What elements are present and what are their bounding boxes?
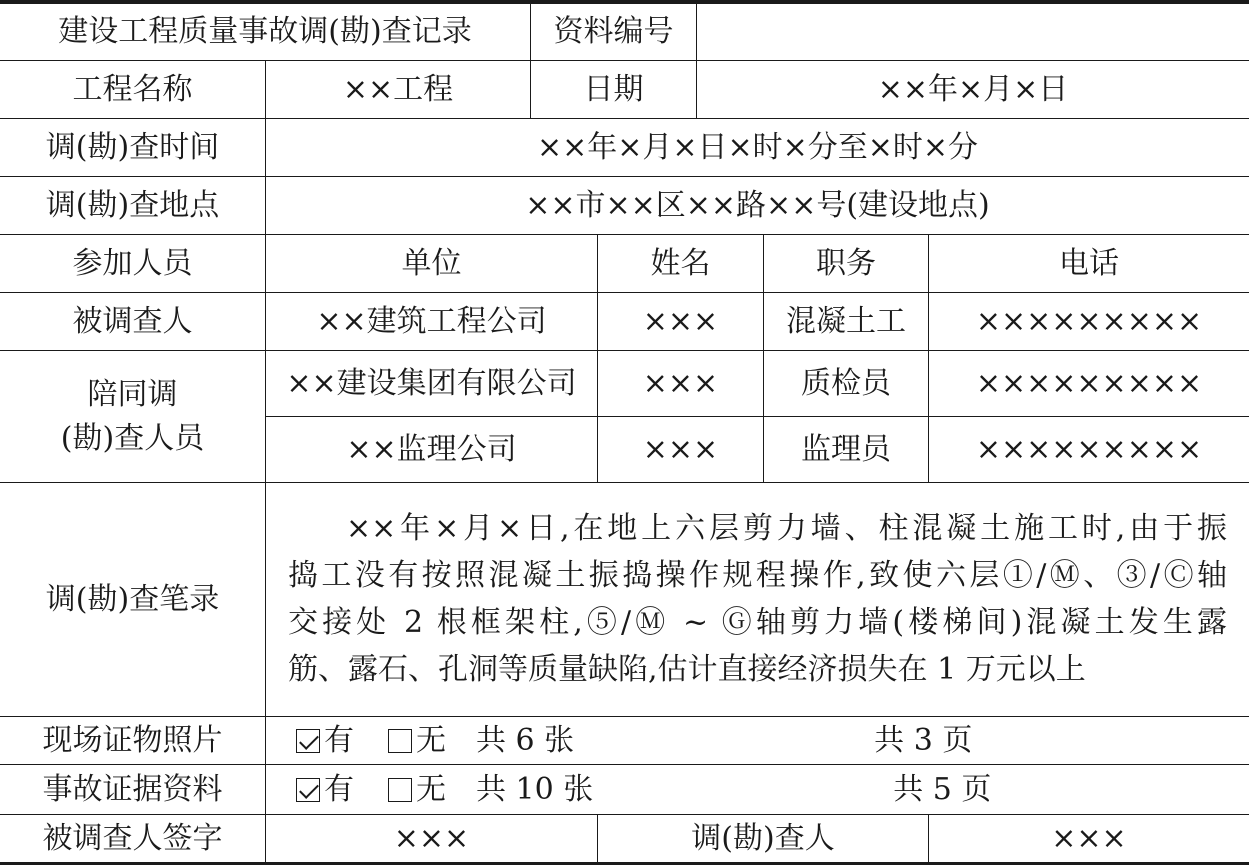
investigated-position: 混凝土工 [763,292,928,350]
notes-line-3: 交接处 2 根框架柱,⑤/Ⓜ ~ Ⓖ轴剪力墙(楼梯间)混凝土发生露 [288,605,1227,640]
evidence-no-label: 无 [416,771,446,807]
notes-line-1: ××年×月×日,在地上六层剪力墙、柱混凝土施工时,由于振 [346,511,1227,546]
date-label: 日期 [530,60,696,118]
column-header-phone: 电话 [928,234,1249,292]
evidence-yes-checkbox[interactable] [296,778,320,802]
photos-no-checkbox[interactable] [388,729,412,753]
investigated-phone: ××××××××× [928,292,1249,350]
scene-photos-label: 现场证物照片 [0,716,265,764]
photos-no-label: 无 [416,722,446,758]
accompanying-label-line-1: 陪同调 [87,377,178,412]
record-title: 建设工程质量事故调(勘)查记录 [0,3,530,60]
accompany-2-unit: ××监理公司 [265,416,597,482]
accompany-1-name: ××× [597,350,763,416]
photos-yes-option[interactable] [296,723,354,759]
investigator-value: ××× [928,814,1249,862]
evidence-material-label: 事故证据资料 [0,764,265,814]
column-header-name: 姓名 [597,234,763,292]
project-name-label: 工程名称 [0,60,265,118]
accompany-1-phone: ××××××××× [928,350,1249,416]
evidence-material-value [265,764,1249,814]
investigated-person-label: 被调查人 [0,292,265,350]
evidence-no-checkbox[interactable] [388,778,412,802]
doc-number-value [696,3,1249,60]
evidence-pages: 共 5 页 [893,771,992,807]
accompany-2-phone: ××××××××× [928,416,1249,482]
investigation-place-label: 调(勘)查地点 [0,176,265,234]
project-name-value: ××工程 [265,60,530,118]
accompany-2-position: 监理员 [763,416,928,482]
investigator-label: 调(勘)查人 [597,814,928,862]
investigated-signature-label: 被调查人签字 [0,814,265,862]
investigation-notes-label: 调(勘)查笔录 [0,482,265,716]
evidence-no-option[interactable] [388,772,446,808]
date-value: ××年×月×日 [696,60,1249,118]
accompany-1-position: 质检员 [763,350,928,416]
evidence-count: 共 10 张 [476,771,594,807]
investigated-signature-value: ××× [265,814,597,862]
investigation-place-value: ××市××区××路××号(建设地点) [265,176,1249,234]
investigated-unit: ××建筑工程公司 [265,292,597,350]
photos-yes-checkbox[interactable] [296,729,320,753]
photos-yes-label: 有 [324,722,354,758]
investigation-notes-text [265,482,1249,716]
participants-label: 参加人员 [0,234,265,292]
notes-line-2: 捣工没有按照混凝土振捣操作规程操作,致使六层①/Ⓜ、③/Ⓒ轴 [288,558,1227,593]
investigation-time-label: 调(勘)查时间 [0,118,265,176]
accompanying-label-line-2: (勘)查人员 [60,420,205,456]
photos-pages: 共 3 页 [874,722,973,758]
column-header-position: 职务 [763,234,928,292]
accompany-2-name: ××× [597,416,763,482]
notes-line-4: 筋、露石、孔洞等质量缺陷,估计直接经济损失在 1 万元以上 [288,652,1086,687]
evidence-yes-label: 有 [324,771,354,807]
photos-no-option[interactable] [388,723,446,759]
evidence-yes-option[interactable] [296,772,354,808]
investigated-name: ××× [597,292,763,350]
scene-photos-value [265,716,1249,764]
investigation-time-value: ××年×月×日×时×分至×时×分 [265,118,1249,176]
accompany-1-unit: ××建设集团有限公司 [265,350,597,416]
column-header-unit: 单位 [265,234,597,292]
table-bottom-border [0,862,1249,865]
photos-count: 共 6 张 [476,722,575,758]
doc-number-label: 资料编号 [530,3,696,60]
accompanying-investigators-label [0,350,265,482]
